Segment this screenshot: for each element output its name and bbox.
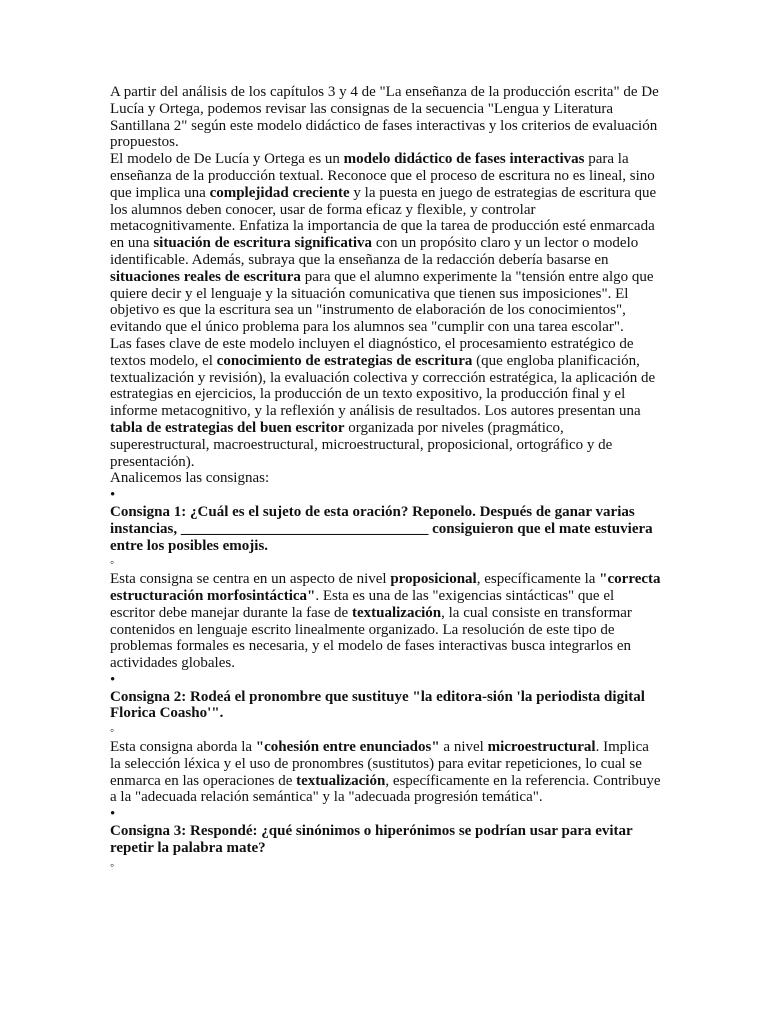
bold-term: "cohesión entre enunciados": [255, 739, 440, 756]
consigna-3-title: [110, 823, 662, 857]
bold-term: modelo didáctico de fases interactivas: [343, 151, 585, 168]
phases-paragraph: [110, 336, 662, 470]
text-run: Esta consigna aborda la: [110, 739, 256, 756]
consigna-title-text: Consigna 2: Rodeá el pronombre que sustituye "la editora-sión 'la periodista digital Florica Coasho'".: [110, 688, 645, 722]
text-run: , específicamente la: [476, 571, 600, 588]
bold-term: proposicional: [390, 571, 477, 588]
consigna-1-analysis: [110, 571, 662, 672]
text-run: Esta consigna se centra en un aspecto de nivel: [110, 571, 391, 588]
consigna-2-title: [110, 689, 662, 723]
text-run: , específicamente en la referencia. Contribuye a la "adecuada relación semántica" y la "adecuada progresión temática".: [110, 772, 661, 806]
bold-term: "correcta estructuración morfosintáctica": [110, 571, 661, 604]
bold-term: textualización: [351, 604, 442, 621]
text-run: Las fases clave de este modelo incluyen el diagnóstico, el procesamiento estratégico de textos modelo, el: [110, 335, 634, 369]
sub-bullet-marker: ◦: [110, 857, 115, 872]
consigna-2-analysis: [110, 739, 662, 806]
text-run: (que engloba planificación, textualización y revisión), la evaluación colectiva y corrección estratégica, la aplicación de estrategias en ejercicios, la producción de un texto expositivo, la producción final y el informe metacognitivo, y la reflexión y análisis de resultados. Los autores presentan una: [110, 352, 656, 420]
document-body: [110, 84, 662, 873]
text-run: a nivel: [439, 739, 488, 756]
text-run: organizada por niveles (pragmático, superestructural, macroestructural, microestructural, proposicional, ortográfico y de presentación).: [110, 419, 613, 470]
bold-term: conocimiento de estrategias de escritura: [216, 352, 473, 369]
bullet-marker: •: [110, 806, 116, 823]
bold-term: textualización: [296, 772, 386, 789]
analysis-intro: Analicemos las consignas:: [110, 470, 270, 487]
intro-paragraph: A partir del análisis de los capítulos 3 y 4 de "La enseñanza de la producción escrita" de De Lucía y Ortega, podemos revisar las consignas de la secuencia "Lengua y Literatura Santillana 2" según este modelo didáctico de fases interactivas y los criterios de evaluación propuestos.: [110, 84, 659, 151]
bold-term: situaciones reales de escritura: [110, 268, 301, 285]
bullet-marker: •: [110, 487, 116, 504]
text-run: El modelo de De Lucía y Ortega es un: [110, 151, 344, 168]
text-run: y la puesta en juego de estrategias de escritura que los alumnos deben conocer, usar de forma eficaz y flexible, y controlar metacognitivamente. Enfatiza la importancia de que la tarea de producción esté enmarcada en una: [110, 184, 657, 252]
text-run: con un propósito claro y un lector o modelo identificable. Además, subraya que la enseñanza de la redacción debería basarse en: [110, 235, 639, 268]
consigna-title-text: Consigna 3: Respondé: ¿qué sinónimos o hiperónimos se podrían usar para evitar repetir la palabra mate?: [110, 823, 633, 856]
sub-bullet-marker: ◦: [110, 723, 115, 738]
text-run: para que el alumno experimente la "tensión entre algo que quiere decir y el lenguaje y la situación comunicativa que tienen sus imposiciones". El objetivo es que la escritura sea un "instrumento de elaboración de los conocimientos", evitando que el único problema para los alumnos sea "cumplir con una tarea escolar".: [110, 268, 654, 336]
consigna-1-title: [110, 504, 662, 554]
sub-bullet-marker: ◦: [110, 555, 115, 570]
text-run: para la enseñanza de la producción textual. Reconoce que el proceso de escritura no es lineal, sino que implica una: [110, 151, 655, 201]
bold-term: microestructural: [487, 739, 596, 756]
text-run: . Esta es una de las "exigencias sintácticas" que el escritor debe manejar durante la fase de: [110, 587, 615, 621]
bold-term: tabla de estrategias del buen escritor: [110, 419, 345, 436]
text-run: , la cual consiste en transformar contenidos en lenguaje escrito linealmente organizado. La resolución de este tipo de problemas formales es necesaria, y el modelo de fases interactivas busca integrarlos en actividades globales.: [110, 604, 632, 672]
text-run: . Implica la selección léxica y el uso de pronombres (sustitutos) para evitar repeticiones, lo cual se enmarca en las operaciones de: [110, 739, 649, 789]
bold-term: situación de escritura significativa: [153, 235, 373, 252]
model-paragraph: [110, 151, 662, 336]
bold-term: complejidad creciente: [209, 184, 350, 201]
bullet-marker: •: [110, 671, 116, 688]
consigna-title-text: Consigna 1: ¿Cuál es el sujeto de esta oración? Reponelo. Después de ganar varias instancias, _________________________________ consiguieron que el mate estuviera entre los posibles emojis.: [110, 503, 653, 554]
